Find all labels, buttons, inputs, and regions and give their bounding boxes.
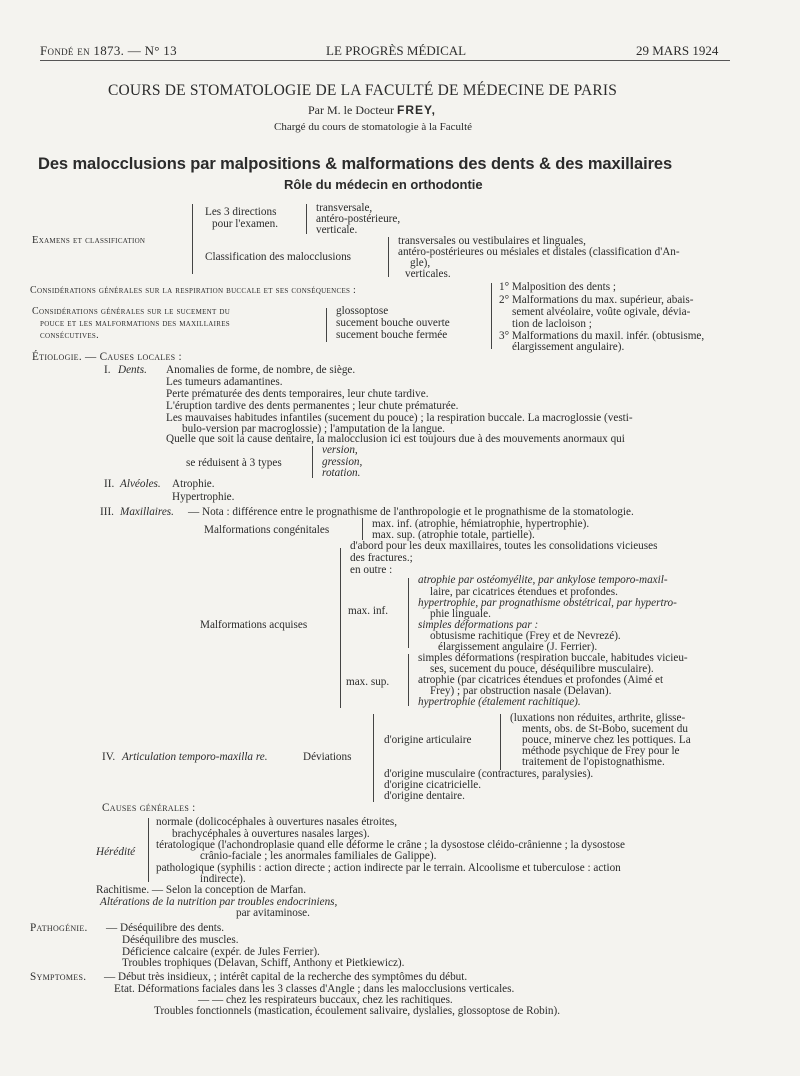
pathogenie-item: Déséquilibre des muscles. — [122, 934, 239, 946]
brace — [500, 714, 501, 770]
dents-number: I. — [104, 364, 111, 376]
brace — [326, 308, 327, 342]
heredite-item: crânio-faciale ; les anormales familiales de Galippe). — [200, 850, 437, 862]
direction-item: transversale, — [316, 202, 373, 214]
sucement-label: pouce et les malformations des maxillaires — [40, 318, 230, 329]
types-label: se réduisent à 3 types — [186, 457, 282, 469]
pathogenie-label: Pathogénie. — [30, 922, 88, 934]
nutrition-2: par avitaminose. — [236, 907, 310, 919]
max-inf-item: simples déformations par : — [418, 619, 539, 631]
directions-label-2: pour l'examen. — [212, 218, 279, 230]
alveoles-item: Hypertrophie. — [172, 491, 235, 503]
article-subtitle: Rôle du médecin en orthodontie — [284, 177, 483, 192]
classif-item: gle), — [410, 257, 431, 269]
header-left: Fondé en 1873. — N° 13 — [40, 43, 177, 58]
symptomes-line: Troubles fonctionnels (mastication, écoulement salivaire, dyslalies, glossoptose de Robin). — [154, 1005, 560, 1017]
resp-item: 1° Malposition des dents ; — [499, 281, 616, 293]
course-author: Par M. le Docteur FREY, — [308, 103, 436, 117]
pathogenie-item: — Déséquilibre des dents. — [106, 922, 225, 934]
sucement-label: consécutives. — [40, 330, 99, 341]
symptomes-line: Etat. Déformations faciales dans les 3 classes d'Angle ; dans les malocclusions verticales. — [114, 983, 515, 995]
max-inf-item: phie linguale. — [430, 608, 491, 620]
heredite-item: normale (dolicocéphales à ouvertures nasales étroites, — [156, 816, 398, 828]
resp-item: sement alvéolaire, voûte ogivale, dévia- — [512, 306, 691, 318]
dents-line: Perte prématurée des dents temporaires, leur chute tardive. — [166, 388, 429, 400]
max-sup-item: simples déformations (respiration buccale, habitudes vicieu- — [418, 652, 688, 664]
max-sup-item: hypertrophie (étalement rachitique). — [418, 696, 581, 708]
header-rule — [40, 60, 730, 61]
resp-item: 2° Malformations du max. supérieur, abais- — [499, 294, 694, 306]
dents-line: L'éruption tardive des dents permanentes ; leur chute prématurée. — [166, 400, 459, 412]
articulaire-label: d'origine articulaire — [384, 734, 472, 746]
brace — [362, 518, 363, 540]
max-sup-label: max. sup. — [346, 676, 390, 688]
acquises-label: Malformations acquises — [200, 619, 308, 631]
articulation-deviations: Déviations — [303, 751, 352, 763]
brace — [388, 237, 389, 277]
type-item: rotation. — [322, 467, 361, 479]
articulation-other: d'origine cicatricielle. — [384, 779, 482, 791]
brace — [408, 578, 409, 648]
dents-line: bulo-version par macroglossie) ; l'amputation de la langue. — [182, 423, 445, 435]
etiologie-label: Étiologie. — Causes locales : — [32, 351, 182, 363]
nutrition: Altérations de la nutrition par troubles endocriniens, — [100, 896, 338, 908]
articulaire-item: traitement de l'opistognathisme. — [522, 756, 665, 768]
course-title: COURS DE STOMATOLOGIE DE LA FACULTÉ DE MÉDECINE DE PARIS — [108, 82, 618, 99]
dents-line: Quelle que soit la cause dentaire, la malocclusion ici est toujours due à des mouvements anormaux qui — [166, 433, 625, 445]
max-inf-item: élargissement angulaire (J. Ferrier). — [438, 641, 598, 653]
classif-item: transversales ou vestibulaires et linguales, — [398, 235, 586, 247]
dents-line: Anomalies de forme, de nombre, de siège. — [166, 364, 356, 376]
alveoles-item: Atrophie. — [172, 478, 215, 490]
max-inf-label: max. inf. — [348, 605, 389, 617]
maxillaires-label: Maxillaires. — [120, 506, 174, 518]
sucement-item: sucement bouche fermée — [336, 329, 448, 341]
maxillaires-note: — Nota : différence entre le prognathisme de l'anthropologie et le prognathisme de la stomatologie. — [188, 506, 634, 518]
heredite-item: tératologique (l'achondroplasie quand elle déforme le crâne ; la dysostose cléido-crânienne ; la dysostose — [156, 839, 625, 851]
generales-label: Causes générales : — [102, 802, 196, 814]
resp-item: tion de lacloison ; — [512, 318, 592, 330]
articulaire-item: pouce, minerve chez les pottiques. La — [522, 734, 691, 746]
articulaire-item: méthode psychique de Frey pour le — [522, 745, 680, 757]
rachitisme: Rachitisme. — Selon la conception de Marfan. — [96, 884, 307, 896]
articulaire-item: ments, obs. de St-Bobo, sucement du — [522, 723, 688, 735]
congenitales-item: max. sup. (atrophie totale, partielle). — [372, 529, 535, 541]
articulation-label: Articulation temporo-maxilla re. — [122, 751, 268, 763]
header-journal: LE PROGRÈS MÉDICAL — [326, 43, 467, 58]
brace — [408, 654, 409, 706]
resp-item: 3° Malformations du maxil. infér. (obtusisme, — [499, 330, 705, 342]
brace — [192, 204, 193, 274]
articulation-other: d'origine dentaire. — [384, 790, 465, 802]
header-date: 29 MARS 1924 — [636, 43, 719, 58]
max-inf-item: hypertrophie, par prognathisme obstétrical, par hypertro- — [418, 597, 677, 609]
respiration-label: Considérations générales sur la respiration buccale et ses conséquences : — [30, 285, 357, 296]
symptomes-line: — — chez les respirateurs buccaux, chez les rachitiques. — [198, 994, 453, 1006]
heredite-item: brachycéphales à ouvertures nasales larges). — [172, 828, 370, 840]
brace — [340, 548, 341, 708]
congenitales-item: max. inf. (atrophie, hémiatrophie, hypertrophie). — [372, 518, 590, 530]
congenitales-label: Malformations congénitales — [204, 524, 330, 536]
classif-item: antéro-postérieures ou mésiales et distales (classification d'An- — [398, 246, 680, 258]
maxillaires-number: III. — [100, 506, 114, 518]
symptomes-label: Symptomes. — [30, 971, 87, 983]
direction-item: verticale. — [316, 224, 358, 236]
heredite-item: indirecte). — [200, 873, 246, 885]
brace — [312, 446, 313, 478]
type-item: gression, — [322, 456, 363, 468]
symptomes-line: — Début très insidieux, ; intérêt capital de la recherche des symptômes du début. — [104, 971, 468, 983]
dents-line: Les tumeurs adamantines. — [166, 376, 283, 388]
dents-label: Dents. — [118, 364, 147, 376]
type-item: version, — [322, 444, 358, 456]
sucement-item: sucement bouche ouverte — [336, 317, 450, 329]
brace — [148, 818, 149, 882]
pathogenie-item: Troubles trophiques (Delavan, Schiff, Anthony et Pietkiewicz). — [122, 957, 405, 969]
direction-item: antéro-postérieure, — [316, 213, 401, 225]
alveoles-number: II. — [104, 478, 115, 490]
acquises-intro: en outre : — [350, 564, 393, 576]
article-title: Des malocclusions par malpositions & malformations des dents & des maxillaires — [38, 155, 673, 173]
resp-item: élargissement angulaire). — [512, 341, 625, 353]
course-role: Chargé du cours de stomatologie à la Faculté — [274, 121, 473, 133]
articulation-number: IV. — [102, 751, 116, 763]
max-inf-item: laire, par cicatrices étendues et profondes. — [430, 586, 618, 598]
heredite-item: pathologique (syphilis : action directe ; action indirecte par le terrain. Alcoolisme et tuberculose : action — [156, 862, 621, 874]
brace — [373, 714, 374, 802]
max-inf-item: obtusisme rachitique (Frey et de Nevrezé). — [430, 630, 621, 642]
alveoles-label: Alvéoles. — [120, 478, 161, 490]
max-sup-item: ses, sucement du pouce, déséquilibre musculaire). — [430, 663, 654, 675]
directions-label: Les 3 directions — [205, 206, 277, 218]
classif-item: verticales. — [405, 268, 451, 280]
examens-label: Examens et classification — [32, 235, 146, 246]
max-sup-item: atrophie (par cicatrices étendues et profondes (Aimé et — [418, 674, 664, 686]
brace — [491, 283, 492, 349]
acquises-intro: d'abord pour les deux maxillaires, toutes les consolidations vicieuses — [350, 540, 658, 552]
acquises-intro: des fractures.; — [350, 552, 413, 564]
heredite-label: Hérédité — [96, 846, 136, 858]
articulation-other: d'origine musculaire (contractures, paralysies). — [384, 768, 594, 780]
dents-line: Les mauvaises habitudes infantiles (sucement du pouce) ; la respiration buccale. La macroglossie (vesti- — [166, 412, 633, 424]
brace — [306, 204, 307, 234]
pathogenie-item: Déficience calcaire (expér. de Jules Ferrier). — [122, 946, 320, 958]
max-inf-item: atrophie par ostéomyélite, par ankylose temporo-maxil- — [418, 574, 668, 586]
max-sup-item: Frey) ; par obstruction nasale (Delavan). — [430, 685, 612, 697]
sucement-item: glossoptose — [336, 305, 389, 317]
sucement-label: Considérations générales sur le sucement du — [32, 306, 231, 317]
classif-label: Classification des malocclusions — [205, 251, 352, 263]
articulaire-item: (luxations non réduites, arthrite, glisse- — [510, 712, 686, 724]
